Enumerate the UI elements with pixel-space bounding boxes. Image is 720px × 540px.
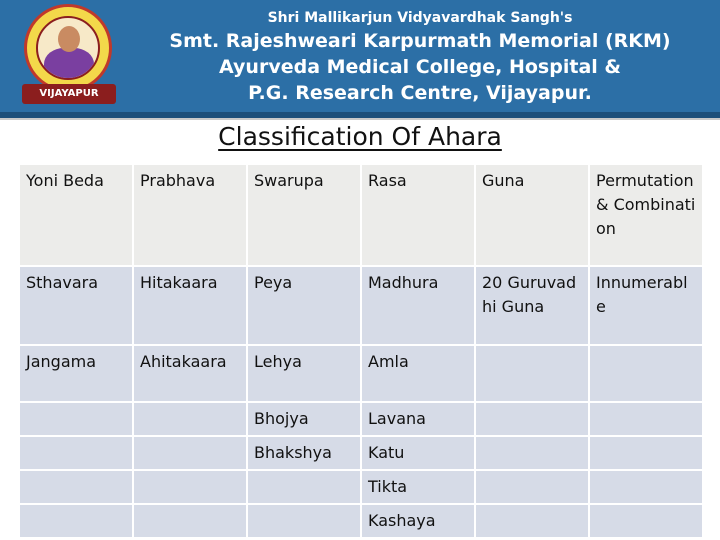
header-cell: Prabhava [133, 164, 247, 266]
slide-title [0, 122, 720, 151]
table-cell [133, 470, 247, 504]
table-cell [19, 436, 133, 470]
header-cell: Rasa [361, 164, 475, 266]
slide-title-text: Classification Of Ahara [218, 122, 502, 151]
table-row [19, 504, 703, 538]
table-row [19, 345, 703, 402]
logo-ribbon-text: VIJAYAPUR [22, 84, 116, 104]
table-cell [475, 345, 589, 402]
header-line-1: Shri Mallikarjun Vidyavardhak Sangh's [267, 10, 573, 26]
banner-divider [0, 118, 720, 120]
table-cell: Lavana [361, 402, 475, 436]
table-cell: Madhura [361, 266, 475, 345]
table-cell [133, 504, 247, 538]
table-cell: 20 Guruvadhi Guna [475, 266, 589, 345]
header-cell: Permutation & Combination [589, 164, 703, 266]
table-cell: Bhakshya [247, 436, 361, 470]
table-cell [475, 402, 589, 436]
table-cell: Jangama [19, 345, 133, 402]
header-cell: Swarupa [247, 164, 361, 266]
table-cell [247, 470, 361, 504]
table-cell: Ahitakaara [133, 345, 247, 402]
table-cell: Lehya [247, 345, 361, 402]
table-cell [589, 402, 703, 436]
table-row [19, 266, 703, 345]
table-cell [133, 436, 247, 470]
table-cell [589, 504, 703, 538]
header-banner [0, 0, 720, 112]
portrait-body [44, 48, 94, 80]
table-cell [589, 436, 703, 470]
table-cell [475, 470, 589, 504]
table-row [19, 402, 703, 436]
header-line-3: Ayurveda Medical College, Hospital & [219, 56, 621, 78]
table-cell: Kashaya [361, 504, 475, 538]
college-logo [22, 4, 118, 104]
ahara-classification-table [18, 163, 704, 539]
table-cell [19, 504, 133, 538]
table-cell: Sthavara [19, 266, 133, 345]
table-cell [19, 470, 133, 504]
table-cell: Tikta [361, 470, 475, 504]
table-cell [475, 436, 589, 470]
table-cell [475, 504, 589, 538]
header-line-4: P.G. Research Centre, Vijayapur. [248, 82, 592, 104]
table-cell: Peya [247, 266, 361, 345]
header-cell: Guna [475, 164, 589, 266]
table-row [19, 470, 703, 504]
portrait-face [58, 26, 80, 52]
table-cell [247, 504, 361, 538]
table-cell [589, 345, 703, 402]
table-cell: Bhojya [247, 402, 361, 436]
table-cell [133, 402, 247, 436]
table-cell: Katu [361, 436, 475, 470]
table-cell: Innumerable [589, 266, 703, 345]
table-cell: Hitakaara [133, 266, 247, 345]
header-cell: Yoni Beda [19, 164, 133, 266]
table-row [19, 436, 703, 470]
table-cell: Amla [361, 345, 475, 402]
table-cell [19, 402, 133, 436]
table-header-row [19, 164, 703, 266]
founder-portrait [36, 16, 100, 80]
table-cell [589, 470, 703, 504]
header-line-2: Smt. Rajeshweari Karpurmath Memorial (RKM) [169, 30, 671, 52]
